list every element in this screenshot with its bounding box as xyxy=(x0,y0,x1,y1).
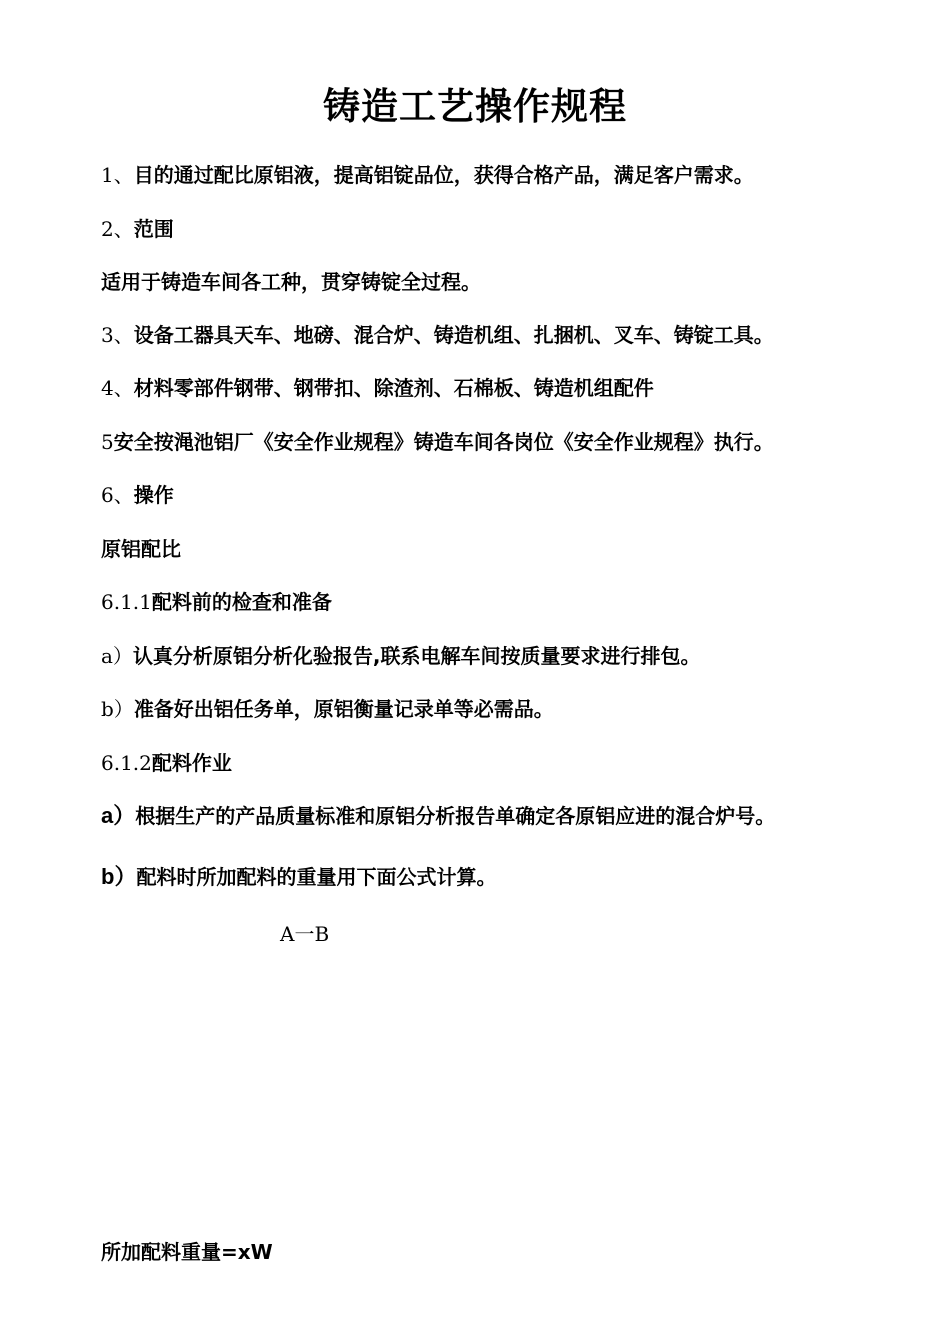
item-a-analysis xyxy=(101,643,701,669)
section-number: 6.1.1 xyxy=(101,590,152,614)
para-equipment xyxy=(101,322,774,348)
para-text: 安全按渑池铝厂《安全作业规程》铸造车间各岗位《安全作业规程》执行。 xyxy=(113,430,774,454)
item-marker: a） xyxy=(101,803,136,828)
section-6-1-2 xyxy=(101,750,232,776)
para-number: 3、 xyxy=(101,323,134,347)
item-text: 认真分析原铝分析化验报告,联系电解车间按质量要求进行排包。 xyxy=(132,644,701,668)
para-scope-text xyxy=(101,269,481,295)
page-title: 铸造工艺操作规程 xyxy=(323,85,627,128)
para-text: 设备工器具天车、地磅、混合炉、铸造机组、扎捆机、叉车、铸锭工具。 xyxy=(133,323,774,347)
item-marker: a） xyxy=(101,644,133,668)
para-safety xyxy=(101,429,774,455)
item-a-furnace xyxy=(101,803,775,829)
para-text: 材料零部件钢带、钢带扣、除渣剂、石棉板、铸造机组配件 xyxy=(133,376,654,400)
formula-numerator: A一B xyxy=(280,922,330,946)
formula-line: 所加配料重量=xW xyxy=(101,1240,273,1264)
para-number: 6、 xyxy=(101,483,134,507)
section-title: 配料作业 xyxy=(151,751,232,775)
section-number: 6.1.2 xyxy=(101,751,152,775)
para-text: 原铝配比 xyxy=(101,537,181,561)
item-b-prepare xyxy=(101,696,554,722)
para-scope-heading xyxy=(101,216,174,242)
para-purpose xyxy=(101,162,754,188)
para-number: 5 xyxy=(101,430,114,454)
para-text: 范围 xyxy=(133,217,174,241)
item-b-formula xyxy=(101,864,496,890)
para-operation-heading xyxy=(101,482,174,508)
section-6-1-1 xyxy=(101,589,332,615)
para-number: 4、 xyxy=(101,376,134,400)
item-text: 根据生产的产品质量标准和原铝分析报告单确定各原铝应进的混合炉号。 xyxy=(135,804,776,828)
item-text: 配料时所加配料的重量用下面公式计算。 xyxy=(136,865,497,889)
item-text: 准备好出铝任务单，原铝衡量记录单等必需品。 xyxy=(133,697,554,721)
item-marker: b） xyxy=(101,864,137,889)
para-number: 2、 xyxy=(101,217,134,241)
para-text: 目的通过配比原铝液，提高铝锭品位，获得合格产品，满足客户需求。 xyxy=(133,163,754,187)
para-text: 适用于铸造车间各工种，贯穿铸锭全过程。 xyxy=(101,270,481,294)
para-number: 1、 xyxy=(101,163,134,187)
item-marker: b） xyxy=(101,697,134,721)
section-title: 配料前的检查和准备 xyxy=(151,590,332,614)
para-materials xyxy=(101,375,654,401)
para-text: 操作 xyxy=(133,483,174,507)
para-ratio-heading xyxy=(101,536,181,562)
